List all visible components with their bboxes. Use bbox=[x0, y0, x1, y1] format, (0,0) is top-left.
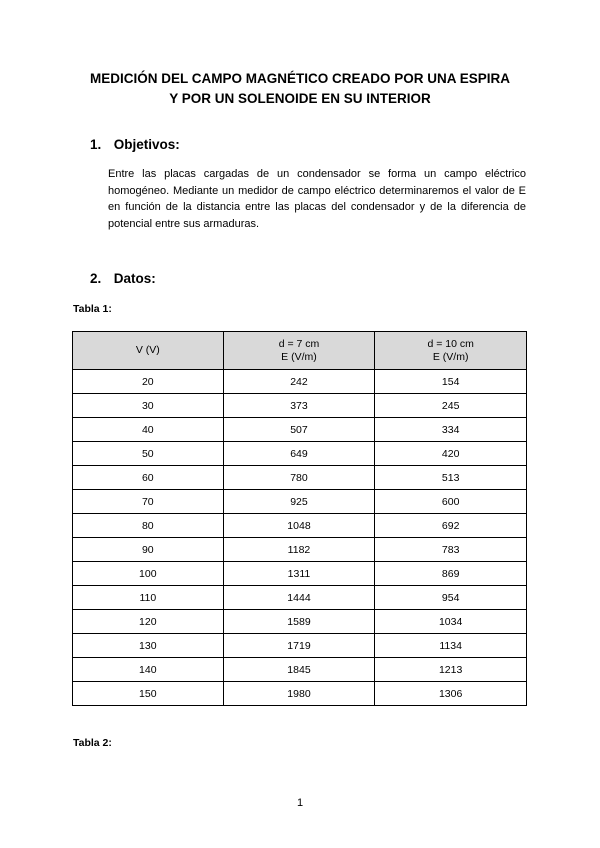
table-cell: 954 bbox=[375, 586, 527, 610]
data-table-1 bbox=[72, 331, 527, 706]
header-line: d = 7 cm bbox=[278, 337, 320, 350]
table-cell: 1719 bbox=[223, 634, 375, 658]
table-cell: 373 bbox=[223, 394, 375, 418]
table-row bbox=[73, 634, 527, 658]
table-cell: 245 bbox=[375, 394, 527, 418]
table-cell: 70 bbox=[73, 490, 224, 514]
header-line: E (V/m) bbox=[281, 350, 317, 363]
table-row bbox=[73, 442, 527, 466]
table-cell: 600 bbox=[375, 490, 527, 514]
table-cell: 1134 bbox=[375, 634, 527, 658]
table-cell: 60 bbox=[73, 466, 224, 490]
table-cell: 692 bbox=[375, 514, 527, 538]
table-cell: 140 bbox=[73, 658, 224, 682]
table-row bbox=[73, 514, 527, 538]
table-cell: 1048 bbox=[223, 514, 375, 538]
page-number: 1 bbox=[296, 797, 304, 809]
table-row bbox=[73, 418, 527, 442]
table-cell: 1311 bbox=[223, 562, 375, 586]
column-header-voltage bbox=[73, 332, 224, 370]
table-row bbox=[73, 658, 527, 682]
table-cell: 334 bbox=[375, 418, 527, 442]
table-cell: 20 bbox=[73, 370, 224, 394]
table-cell: 1306 bbox=[375, 682, 527, 706]
table-cell: 120 bbox=[73, 610, 224, 634]
table-row bbox=[73, 682, 527, 706]
section-number: 2. bbox=[90, 271, 102, 286]
section-heading-datos bbox=[90, 271, 156, 286]
table-row bbox=[73, 370, 527, 394]
table-cell: 1589 bbox=[223, 610, 375, 634]
page-title bbox=[60, 69, 540, 109]
table-cell: 154 bbox=[375, 370, 527, 394]
table-row bbox=[73, 490, 527, 514]
table-cell: 780 bbox=[223, 466, 375, 490]
table-cell: 420 bbox=[375, 442, 527, 466]
table-row bbox=[73, 466, 527, 490]
table-cell: 513 bbox=[375, 466, 527, 490]
table-cell: 1034 bbox=[375, 610, 527, 634]
section-title: Objetivos: bbox=[113, 137, 180, 152]
table-cell: 90 bbox=[73, 538, 224, 562]
table-cell: 649 bbox=[223, 442, 375, 466]
table-cell: 110 bbox=[73, 586, 224, 610]
table-cell: 30 bbox=[73, 394, 224, 418]
title-line-1: MEDICIÓN DEL CAMPO MAGNÉTICO CREADO POR UNA ESPIRA bbox=[89, 71, 511, 86]
table-row bbox=[73, 610, 527, 634]
table-cell: 869 bbox=[375, 562, 527, 586]
table1-caption: Tabla 1: bbox=[73, 303, 112, 315]
table-row bbox=[73, 538, 527, 562]
table-row bbox=[73, 562, 527, 586]
column-header-d7 bbox=[223, 332, 375, 370]
section-title: Datos: bbox=[113, 271, 156, 286]
header-line: E (V/m) bbox=[432, 350, 469, 363]
table-header-row bbox=[73, 332, 527, 370]
table-cell: 100 bbox=[73, 562, 224, 586]
section-number: 1. bbox=[90, 137, 102, 152]
table-cell: 1444 bbox=[223, 586, 375, 610]
table-cell: 40 bbox=[73, 418, 224, 442]
table-cell: 1980 bbox=[223, 682, 375, 706]
title-line-2: Y POR UN SOLENOIDE EN SU INTERIOR bbox=[169, 91, 431, 106]
table-cell: 150 bbox=[73, 682, 224, 706]
header-line: V (V) bbox=[135, 344, 160, 356]
table2-caption: Tabla 2: bbox=[73, 737, 112, 749]
table-cell: 242 bbox=[223, 370, 375, 394]
table-cell: 783 bbox=[375, 538, 527, 562]
table-cell: 1845 bbox=[223, 658, 375, 682]
table-cell: 80 bbox=[73, 514, 224, 538]
table-cell: 130 bbox=[73, 634, 224, 658]
objetivos-paragraph: Entre las placas cargadas de un condensador se forma un campo eléctrico homogéneo. Mediante un medidor de campo eléctrico determinaremos el valor de E en función de la distancia entre las placas del condensador y de la diferencia de potencial entre sus armaduras. bbox=[108, 168, 526, 230]
header-line: d = 10 cm bbox=[427, 337, 474, 350]
table-cell: 1213 bbox=[375, 658, 527, 682]
table-cell: 925 bbox=[223, 490, 375, 514]
section-heading-objetivos bbox=[90, 137, 180, 152]
table-cell: 50 bbox=[73, 442, 224, 466]
table-cell: 1182 bbox=[223, 538, 375, 562]
table-row bbox=[73, 586, 527, 610]
table-row bbox=[73, 394, 527, 418]
column-header-d10 bbox=[375, 332, 527, 370]
table-cell: 507 bbox=[223, 418, 375, 442]
